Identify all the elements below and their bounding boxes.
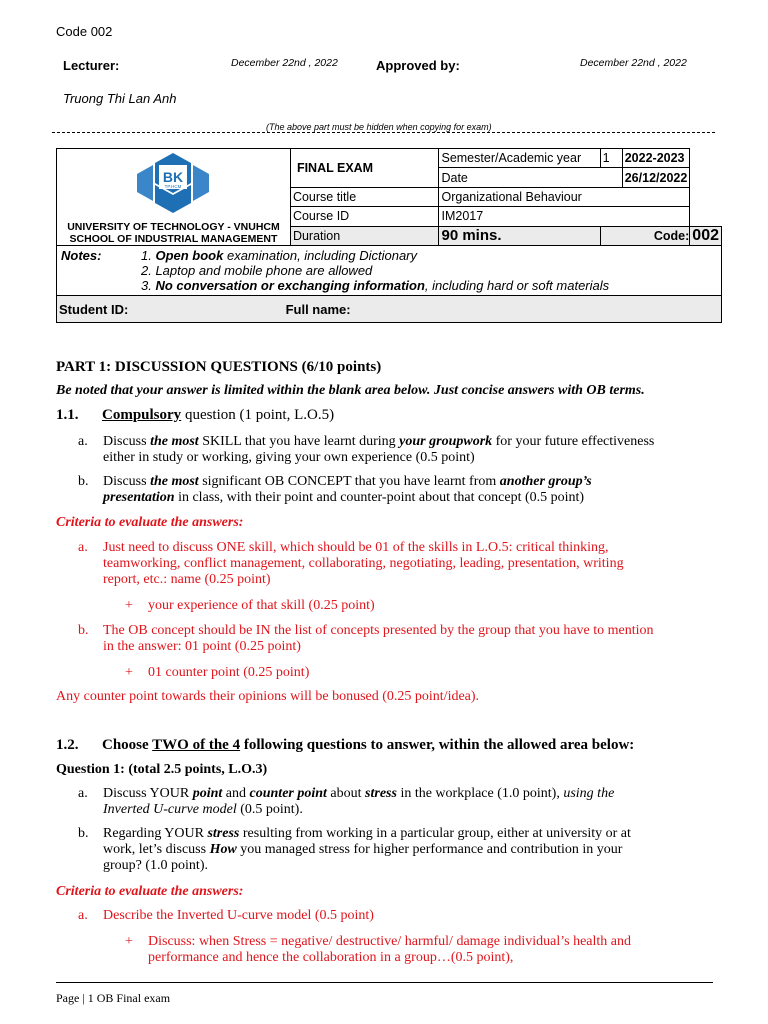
full-name-label: Full name: [285, 301, 351, 317]
academic-year-value: 2022-2023 [622, 149, 690, 168]
duration-value: 90 mins. [439, 226, 600, 245]
section-1-2-heading: 1.2. Choose TWO of the 4 following questions to answer, within the allowed area below: [56, 737, 635, 753]
question-1-1-a: a. Discuss the most SKILL that you have learnt during your groupwork for your future effectiveness either in study or working, giving your own experience (0.5 point) [78, 434, 655, 465]
part1-title: PART 1: DISCUSSION QUESTIONS (6/10 points) [56, 359, 382, 375]
notes-cell [57, 246, 722, 296]
question-1-title: Question 1: (total 2.5 points, L.O.3) [56, 762, 268, 777]
note-1: 1. Open book examination, including Dictionary [141, 248, 418, 263]
notes-label: Notes: [61, 248, 102, 263]
page-footer: Page | 1 OB Final exam [56, 991, 171, 1005]
logo-text: BK [163, 169, 184, 185]
hidden-note: (The above part must be hidden when copying for exam) [266, 122, 492, 132]
code-value: 002 [690, 226, 722, 245]
dashed-divider [52, 132, 715, 133]
course-title-value: Organizational Behaviour [439, 187, 690, 206]
course-title-label: Course title [290, 187, 439, 206]
question-1-b: b. Regarding YOUR stress resulting from working in a particular group, either at university or at work, let’s discuss How you managed stress for higher performance and contribution in your group? (1.0 point). [78, 826, 631, 873]
criteria-1-b: b. The OB concept should be IN the list of concepts presented by the group that you have to mention in the answer: 01 point (0.25 point) [78, 623, 654, 654]
lecturer-label: Lecturer: [63, 58, 120, 73]
school-name: SCHOOL OF INDUSTRIAL MANAGEMENT [69, 233, 278, 245]
student-info-row [57, 296, 722, 323]
semester-value: 1 [600, 149, 622, 168]
criteria-1-b-sub: + 01 counter point (0.25 point) [125, 665, 310, 680]
question-1-1-b: b. Discuss the most significant OB CONCEPT that you have learnt from another group’s presentation in class, with their point and counter-point about that concept (0.5 point) [78, 474, 592, 505]
student-id-label: Student ID: [59, 301, 129, 317]
note-3: 3. No conversation or exchanging information, including hard or soft materials [141, 278, 610, 293]
section-1-1-heading: 1.1. Compulsory question (1 point, L.O.5) [56, 407, 335, 423]
logo-subtext: TP.HCM [165, 184, 182, 189]
university-logo-cell [57, 149, 291, 246]
question-1-a: a. Discuss YOUR point and counter point about stress in the workplace (1.0 point), using the Inverted U-curve model (0.5 point). [78, 786, 615, 817]
code-label: Code: [600, 226, 690, 245]
bonus-note: Any counter point towards their opinions will be bonused (0.25 point/idea). [56, 689, 480, 704]
part1-note: Be noted that your answer is limited within the blank area below. Just concise answers with OB terms. [56, 383, 645, 398]
criteria-1-a: a. Just need to discuss ONE skill, which should be 01 of the skills in L.O.5: critical thinking, teamworking, conflict management, collaborating, negotiating, leading, presentation, writing report, etc.: name (0.25 point) [78, 540, 624, 587]
criteria-2-a: a. Describe the Inverted U-curve model (0.5 point) [78, 908, 374, 923]
criteria-2-a-sub: + Discuss: when Stress = negative/ destructive/ harmful/ damage individual’s health and performance and hence the collaboration in a group…(0.5 point), [125, 934, 632, 965]
approved-date: December 22nd , 2022 [580, 57, 687, 69]
date-label: Date [439, 168, 622, 187]
lecturer-name: Truong Thi Lan Anh [63, 91, 177, 106]
university-name: UNIVERSITY OF TECHNOLOGY - VNUHCM [67, 221, 280, 233]
approved-label: Approved by: [376, 58, 460, 73]
duration-label: Duration [290, 226, 439, 245]
exam-header-table [56, 148, 722, 323]
date-value: 26/12/2022 [622, 168, 690, 187]
course-id-value: IM2017 [439, 207, 690, 226]
criteria-heading-1: Criteria to evaluate the answers: [56, 515, 244, 530]
note-2: 2. Laptop and mobile phone are allowed [141, 263, 373, 278]
footer-divider [56, 982, 713, 983]
document-code: Code 002 [56, 24, 113, 39]
exam-title: FINAL EXAM [290, 149, 439, 188]
criteria-heading-2: Criteria to evaluate the answers: [56, 884, 244, 899]
criteria-1-a-sub: + your experience of that skill (0.25 point) [125, 598, 375, 613]
semester-label: Semester/Academic year [439, 149, 600, 168]
university-logo-icon [133, 151, 213, 217]
course-id-label: Course ID [290, 207, 439, 226]
lecturer-date: December 22nd , 2022 [231, 57, 338, 69]
